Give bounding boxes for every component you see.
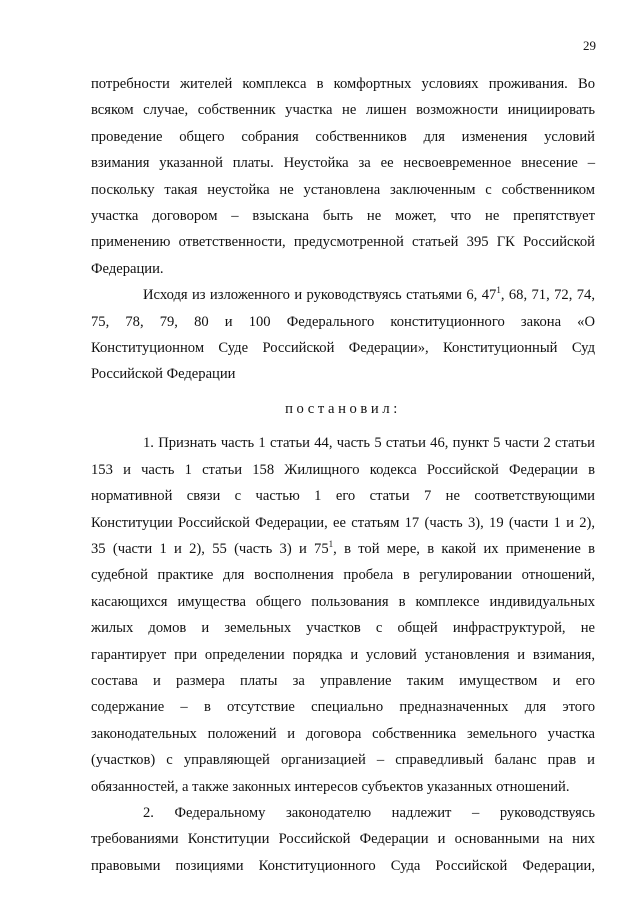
text-line: участка договором – взыскана быть не может, что не препятствует: [91, 208, 595, 225]
text-line: 35 (части 1 и 2), 55 (часть 3) и $75^1$, в той мере, в какой их применение в: [91, 539, 596, 557]
text-line: гарантирует при определении порядка и условий установления и взимания,: [91, 646, 595, 663]
text-line: 1. Признать часть 1 статьи 44, часть 5 статьи 46, пункт 5 части 2 статьи: [143, 435, 595, 452]
text-line: жилых домов и земельных участков с общей инфраструктурой, не: [91, 620, 595, 637]
text-line: 75, 78, 79, 80 и 100 Федерального конституционного закона «О: [91, 313, 595, 330]
text-line: законодательных положений и договора собственника земельного участка: [91, 725, 595, 742]
page-number: 29: [583, 38, 596, 53]
text-line: 2. Федеральному законодателю надлежит – руководствуясь: [143, 804, 595, 821]
text-line: применению ответственности, предусмотренной статьей 395 ГК Российской: [91, 234, 595, 251]
paragraph-item-1: [91, 430, 595, 800]
superscript: 1: [328, 539, 334, 550]
text-line: обязанностей, а также законных интересов субъектов указанных отношений.: [91, 778, 570, 795]
text-line: содержание – в отсутствие специально предназначенных для этого: [91, 699, 595, 716]
text-line: всяком случае, собственник участка не лишен возможности инициировать: [91, 102, 595, 119]
document-body: [91, 71, 595, 879]
text-line: нормативной связи с частью 1 его статьи 7 не соответствующими: [91, 488, 595, 505]
paragraph-grounds: [91, 282, 595, 388]
text-line: касающихся имущества общего пользования в комплексе индивидуальных: [91, 593, 595, 610]
paragraph-continuation: [91, 71, 595, 282]
text-line: Конституционном Суде Российской Федерации», Конституционный Суд: [91, 340, 595, 357]
text-line: взимания указанной платы. Неустойка за ее несвоевременное внесение –: [91, 155, 595, 172]
text-line: Конституции Российской Федерации, ее статьям 17 (часть 3), 19 (части 1 и 2),: [91, 514, 595, 531]
superscript: 1: [496, 285, 501, 296]
text-line: Исходя из изложенного и руководствуясь статьями 6, $47^1$, 68, 71, 72, 74,: [143, 285, 596, 304]
text-line: требованиями Конституции Российской Федерации и основанными на них: [91, 831, 595, 848]
text-line: правовыми позициями Конституционного Суда Российской Федерации,: [91, 857, 595, 874]
text-line: проведение общего собрания собственников для изменения условий: [91, 128, 595, 145]
paragraph-item-2: [91, 800, 595, 879]
text-line: судебной практике для восполнения пробела в регулировании отношений,: [91, 567, 595, 584]
text-line: потребности жителей комплекса в комфортных условиях проживания. Во: [91, 76, 595, 92]
text-line: (участков) с управляющей организацией – справедливый баланс прав и: [91, 752, 595, 769]
text-line: состава и размера платы за управление таким имуществом и его: [91, 672, 595, 689]
text-line: Российской Федерации: [91, 366, 236, 383]
resolution-heading: постановил:: [285, 400, 401, 417]
text-line: поскольку такая неустойка не установлена заключенным с собственником: [91, 181, 595, 198]
text-line: Федерации.: [91, 260, 164, 277]
text-line: 153 и часть 1 статьи 158 Жилищного кодекса Российской Федерации в: [91, 461, 595, 478]
